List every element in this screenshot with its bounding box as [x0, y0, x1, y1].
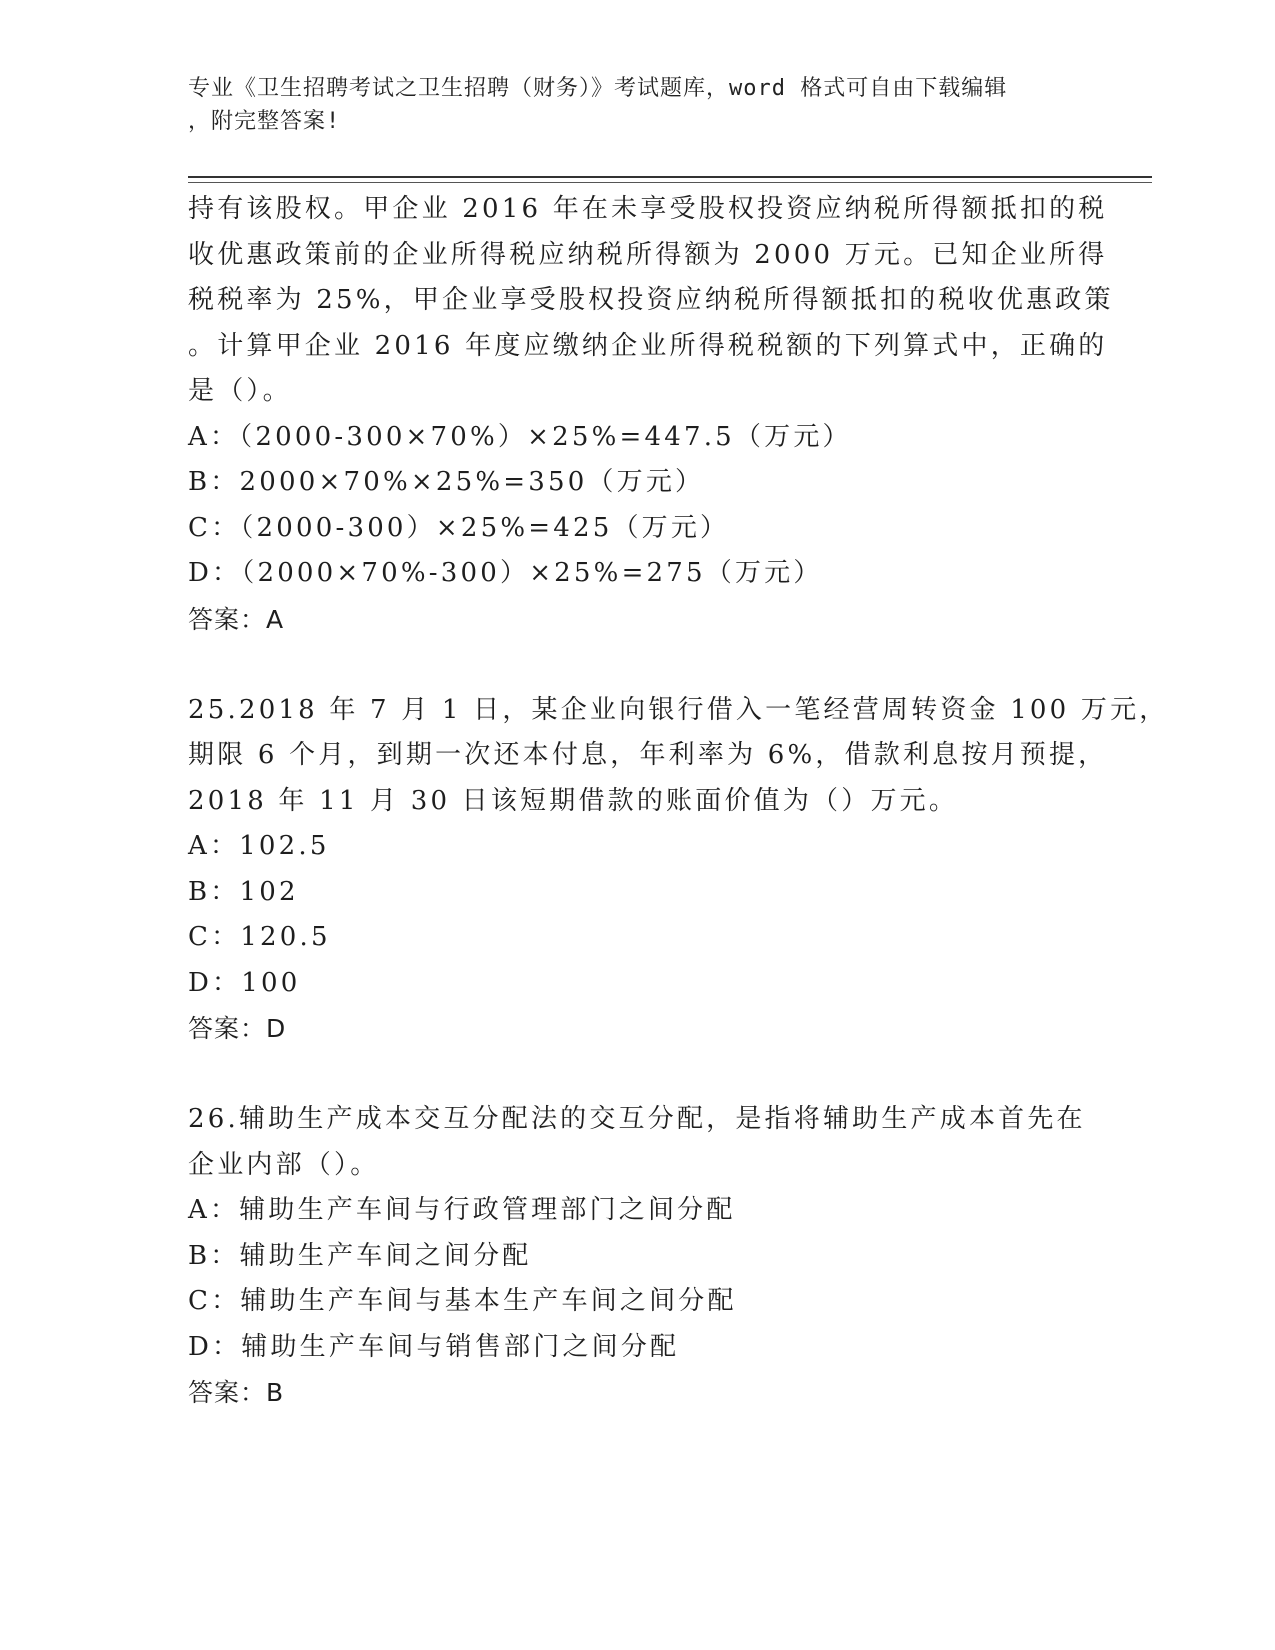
- question-content: [188, 187, 1169, 1416]
- question-text-line: 26.辅助生产成本交互分配法的交互分配，是指将辅助生产成本首先在: [188, 1104, 1086, 1134]
- question-text-line: 2018 年 11 月 30 日该短期借款的账面价值为（）万元。: [188, 785, 959, 816]
- option-a: A：辅助生产车间与行政管理部门之间分配: [188, 1195, 736, 1225]
- question-24: [188, 187, 1114, 642]
- option-d: D：（2000×70%-300）×25%=275（万元）: [188, 558, 823, 588]
- question-text-line: 收优惠政策前的企业所得税应纳税所得额为 2000 万元。已知企业所得: [188, 239, 1108, 270]
- question-text-line: 25.2018 年 7 月 1 日，某企业向银行借入一笔经营周转资金 100 万元，: [188, 694, 1169, 725]
- option-c: C：（2000-300）×25%=425（万元）: [188, 512, 730, 543]
- question-26: [188, 1097, 1088, 1416]
- question-text-line: 。计算甲企业 2016 年度应缴纳企业所得税税额的下列算式中，正确的: [188, 330, 1108, 361]
- question-text-line: 期限 6 个月，到期一次还本付息，年利率为 6%，借款利息按月预提，: [188, 740, 1108, 770]
- question-text-line: 持有该股权。甲企业 2016 年在未享受股权投资应纳税所得额抵扣的税: [188, 194, 1108, 224]
- option-c: C：120.5: [188, 922, 331, 952]
- option-a: A：（2000-300×70%）×25%=447.5（万元）: [188, 421, 852, 452]
- option-a: A：102.5: [188, 831, 330, 861]
- question-25: [188, 688, 1169, 1052]
- question-text-line: 是（）。: [188, 376, 292, 406]
- answer-label: 答案：B: [188, 1378, 285, 1407]
- option-d: D：100: [188, 967, 301, 998]
- answer-label: 答案：D: [188, 1014, 287, 1043]
- page-header: [188, 72, 1068, 138]
- answer-label: 答案：A: [188, 604, 285, 634]
- question-text-line: 企业内部（）。: [188, 1149, 380, 1180]
- option-b: B：辅助生产车间之间分配: [188, 1240, 532, 1271]
- option-c: C：辅助生产车间与基本生产车间之间分配: [188, 1286, 737, 1316]
- question-text-line: 税税率为 25%，甲企业享受股权投资应纳税所得额抵扣的税收优惠政策: [188, 285, 1114, 315]
- header-line-2: ，附完整答案!: [188, 109, 341, 134]
- option-b: B：2000×70%×25%=350（万元）: [188, 467, 705, 497]
- header-divider-thin: [188, 182, 1152, 183]
- spacer: [188, 1052, 1088, 1098]
- header-line-1: 专业《卫生招聘考试之卫生招聘（财务）》考试题库，word 格式可自由下载编辑: [188, 76, 1008, 101]
- option-d: D：辅助生产车间与销售部门之间分配: [188, 1331, 680, 1362]
- header-divider-thick: [188, 176, 1152, 178]
- option-b: B：102: [188, 876, 299, 907]
- spacer: [188, 642, 1088, 688]
